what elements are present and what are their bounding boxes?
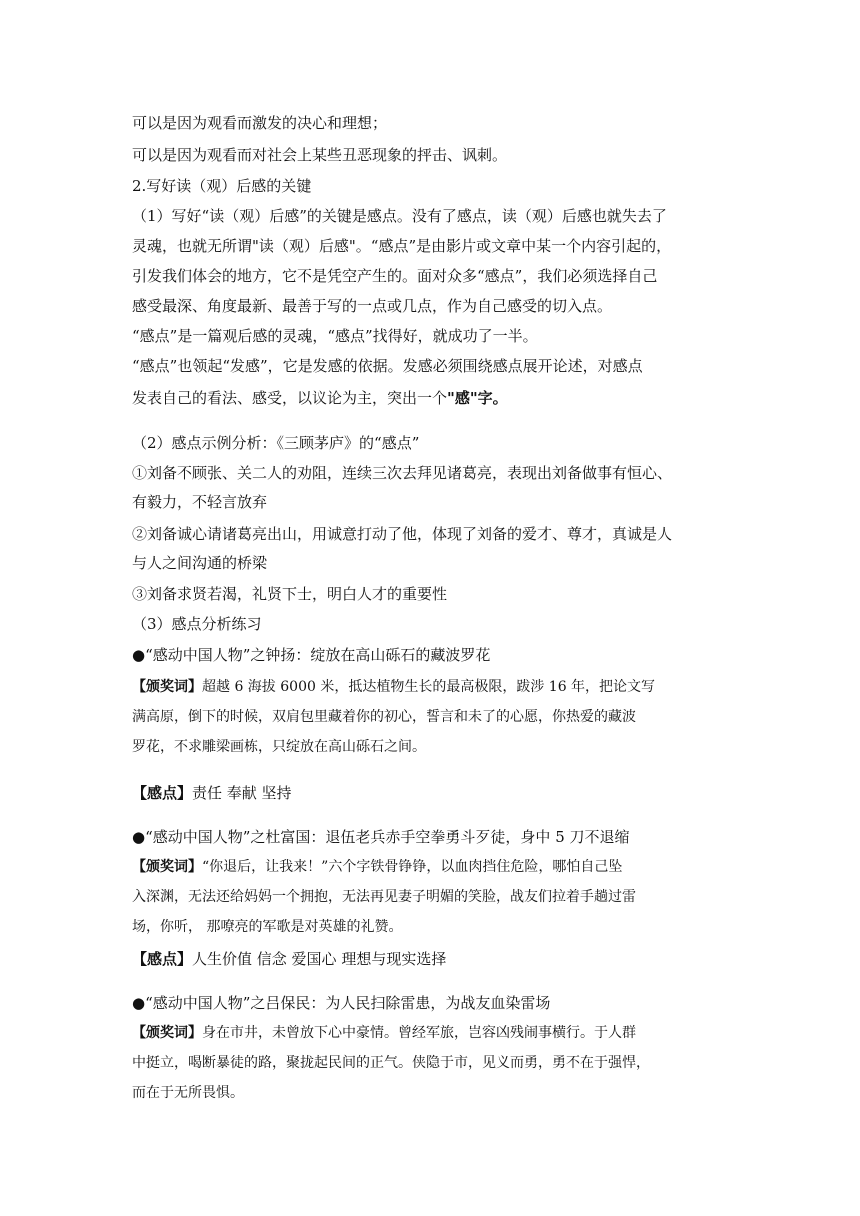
- text-line: 与人之间沟通的桥梁: [132, 554, 268, 572]
- text-line: ③刘备求贤若渴，礼贤下士，明白人才的重要性: [132, 585, 448, 603]
- text-line: 引发我们体会的地方，它不是凭空产生的。面对众多“感点”，我们必须选择自己: [132, 267, 658, 285]
- section-heading: （3）感点分析练习: [132, 615, 262, 633]
- text-line: ①刘备不顾张、关二人的劝阻，连续三次去拜见诸葛亮，表现出刘备做事有恒心、: [132, 464, 673, 482]
- text-line: 灵魂，也就无所谓"读（观）后感"。“感点”是由影片或文章中某一个内容引起的，: [132, 237, 672, 255]
- text-line: [132, 388, 508, 408]
- bullet-icon: ●: [132, 828, 146, 846]
- award-text-line: 场，你听， 那嘹亮的军歌是对英雄的礼赞。: [132, 919, 403, 935]
- text-line: ②刘备诚心请诸葛亮出山，用诚意打动了他，体现了刘备的爱才、尊才，真诚是人: [132, 525, 673, 543]
- section-heading: 2.写好读（观）后感的关键: [132, 177, 312, 195]
- award-text-line: 罗花，不求雕梁画栋，只绽放在高山砾石之间。: [132, 739, 426, 755]
- bullet-icon: ●: [132, 646, 146, 664]
- item-title: ●“感动中国人物”之钟扬：绽放在高山砾石的藏波罗花: [132, 646, 491, 664]
- emphasis-text: "感"字。: [447, 389, 508, 407]
- text-line: “感点”也领起“发感”，它是发感的依据。发感必须围绕感点展开论述，对感点: [132, 357, 643, 375]
- text-line: 可以是因为观看而激发的决心和理想；: [132, 114, 388, 132]
- award-label: 【颁奖词】: [132, 859, 202, 875]
- point-label: 【感点】: [132, 784, 193, 802]
- point-line: 【感点】人生价值 信念 爱国心 理想与现实选择: [132, 950, 447, 968]
- award-text-line: 入深渊，无法还给妈妈一个拥抱，无法再见妻子明媚的笑脸，战友们拉着手趟过雷: [132, 889, 636, 905]
- text-segment: 发表自己的看法、感受，以议论为主，突出一个: [132, 389, 448, 407]
- text-line: “感点”是一篇观后感的灵魂，“感点”找得好，就成功了一半。: [132, 327, 538, 345]
- award-text-line: 【颁奖词】“你退后，让我来！”六个字铁骨铮铮，以血肉挡住危险，哪怕自己坠: [132, 859, 623, 875]
- text-line: 有毅力，不轻言放弃: [132, 493, 268, 511]
- award-text-line: 满高原，倒下的时候，双肩包里藏着你的初心，誓言和未了的心愿，你热爱的藏波: [132, 709, 636, 725]
- point-label: 【感点】: [132, 950, 193, 968]
- item-title: ●“感动中国人物”之杜富国：退伍老兵赤手空拳勇斗歹徒，身中 5 刀不退缩: [132, 828, 630, 846]
- bullet-icon: ●: [132, 994, 146, 1012]
- point-line: 【感点】责任 奉献 坚持: [132, 784, 292, 802]
- award-text-line: 【颁奖词】超越 6 海拔 6000 米，抵达植物生长的最高极限，跋涉 16 年，把论文写: [132, 679, 656, 695]
- award-text-line: 【颁奖词】身在市井，未曾放下心中豪情。曾经军旅，岂容凶残闹事横行。于人群: [132, 1025, 636, 1041]
- text-line: （1）写好“读（观）后感”的关键是感点。没有了感点，读（观）后感也就失去了: [132, 207, 667, 225]
- text-line: 感受最深、角度最新、最善于写的一点或几点，作为自己感受的切入点。: [132, 297, 613, 315]
- section-heading: （2）感点示例分析：《三顾茅庐》的“感点”: [132, 434, 420, 452]
- award-text-line: 而在于无所畏惧。: [132, 1085, 244, 1101]
- award-label: 【颁奖词】: [132, 1025, 202, 1041]
- award-label: 【颁奖词】: [132, 679, 202, 695]
- item-title: ●“感动中国人物”之吕保民：为人民扫除雷患，为战友血染雷场: [132, 994, 551, 1012]
- award-text-line: 中挺立，喝断暴徒的路，聚拢起民间的正气。侠隐于市，见义而勇，勇不在于强悍，: [132, 1055, 650, 1071]
- text-line: 可以是因为观看而对社会上某些丑恶现象的抨击、讽刺。: [132, 146, 508, 164]
